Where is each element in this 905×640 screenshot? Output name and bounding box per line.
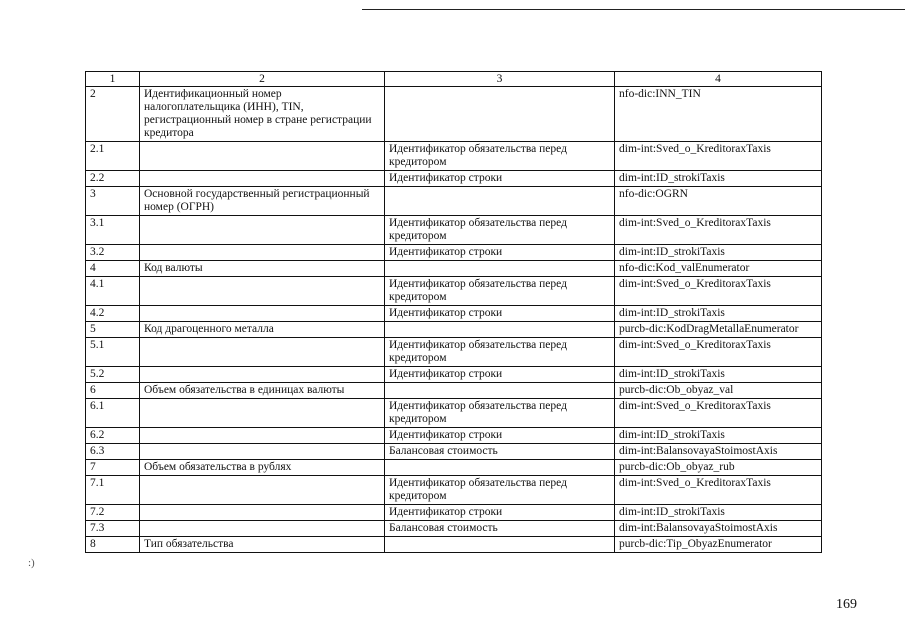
- row-code-cell: dim-int:Sved_o_KreditoraxTaxis: [615, 338, 822, 367]
- row-code-cell: nfo-dic:INN_TIN: [615, 87, 822, 142]
- row-description-cell: Идентификатор строки: [385, 306, 615, 322]
- header-col-2: 2: [140, 72, 385, 87]
- header-col-4: 4: [615, 72, 822, 87]
- row-name-cell: Объем обязательства в рублях: [140, 460, 385, 476]
- row-number-cell: 7.1: [86, 476, 140, 505]
- row-code-cell: dim-int:Sved_o_KreditoraxTaxis: [615, 216, 822, 245]
- margin-mark-2: :): [28, 557, 35, 569]
- row-number-cell: 2: [86, 87, 140, 142]
- row-code-cell: nfo-dic:OGRN: [615, 187, 822, 216]
- header-col-1: 1: [86, 72, 140, 87]
- taxonomy-table: [85, 71, 822, 553]
- table-row: [86, 277, 822, 306]
- table-row: [86, 306, 822, 322]
- row-number-cell: 8: [86, 537, 140, 553]
- row-number-cell: 7: [86, 460, 140, 476]
- table-row: [86, 537, 822, 553]
- row-code-cell: dim-int:BalansovayaStoimostAxis: [615, 521, 822, 537]
- row-name-cell: Код драгоценного металла: [140, 322, 385, 338]
- row-description-cell: Идентификатор обязательства перед кредитором: [385, 142, 615, 171]
- table-row: [86, 216, 822, 245]
- row-number-cell: 2.2: [86, 171, 140, 187]
- row-number-cell: 3: [86, 187, 140, 216]
- row-description-cell: Идентификатор строки: [385, 171, 615, 187]
- row-code-cell: purcb-dic:Tip_ObyazEnumerator: [615, 537, 822, 553]
- row-name-cell: [140, 521, 385, 537]
- row-code-cell: dim-int:Sved_o_KreditoraxTaxis: [615, 277, 822, 306]
- row-name-cell: [140, 338, 385, 367]
- table-row: [86, 521, 822, 537]
- table-row: [86, 87, 822, 142]
- row-description-cell: Идентификатор обязательства перед кредитором: [385, 216, 615, 245]
- row-number-cell: 6.2: [86, 428, 140, 444]
- row-name-cell: [140, 277, 385, 306]
- row-name-cell: [140, 216, 385, 245]
- row-code-cell: dim-int:ID_strokiTaxis: [615, 428, 822, 444]
- row-description-cell: Идентификатор строки: [385, 428, 615, 444]
- table-row: [86, 460, 822, 476]
- row-number-cell: 5.2: [86, 367, 140, 383]
- row-code-cell: dim-int:BalansovayaStoimostAxis: [615, 444, 822, 460]
- table-row: [86, 261, 822, 277]
- row-description-cell: [385, 383, 615, 399]
- row-number-cell: 4.1: [86, 277, 140, 306]
- row-description-cell: [385, 322, 615, 338]
- row-description-cell: Идентификатор строки: [385, 505, 615, 521]
- row-name-cell: Объем обязательства в единицах валюты: [140, 383, 385, 399]
- row-number-cell: 7.3: [86, 521, 140, 537]
- row-code-cell: dim-int:ID_strokiTaxis: [615, 367, 822, 383]
- top-rule: [362, 9, 905, 10]
- table-row: [86, 383, 822, 399]
- table-row: [86, 142, 822, 171]
- row-number-cell: 4: [86, 261, 140, 277]
- row-description-cell: Идентификатор обязательства перед кредитором: [385, 476, 615, 505]
- row-description-cell: [385, 187, 615, 216]
- row-code-cell: dim-int:ID_strokiTaxis: [615, 505, 822, 521]
- row-description-cell: Идентификатор строки: [385, 367, 615, 383]
- row-number-cell: 6: [86, 383, 140, 399]
- table-row: [86, 187, 822, 216]
- row-description-cell: Балансовая стоимость: [385, 521, 615, 537]
- row-name-cell: [140, 245, 385, 261]
- row-code-cell: dim-int:ID_strokiTaxis: [615, 171, 822, 187]
- table-body: [86, 87, 822, 553]
- row-name-cell: [140, 399, 385, 428]
- row-description-cell: [385, 460, 615, 476]
- row-code-cell: dim-int:Sved_o_KreditoraxTaxis: [615, 142, 822, 171]
- table-row: [86, 338, 822, 367]
- row-name-cell: [140, 142, 385, 171]
- row-number-cell: 6.1: [86, 399, 140, 428]
- margin-mark: [28, 558, 35, 568]
- row-code-cell: dim-int:ID_strokiTaxis: [615, 245, 822, 261]
- row-code-cell: purcb-dic:Ob_obyaz_val: [615, 383, 822, 399]
- row-code-cell: dim-int:Sved_o_KreditoraxTaxis: [615, 476, 822, 505]
- table-row: [86, 245, 822, 261]
- row-name-cell: [140, 367, 385, 383]
- row-description-cell: [385, 87, 615, 142]
- row-description-cell: Идентификатор обязательства перед кредитором: [385, 399, 615, 428]
- row-name-cell: Основной государственный регистрационный номер (ОГРН): [140, 187, 385, 216]
- row-code-cell: dim-int:Sved_o_KreditoraxTaxis: [615, 399, 822, 428]
- row-name-cell: Идентификационный номер налогоплательщика (ИНН), TIN, регистрационный номер в стране регистрации кредитора: [140, 87, 385, 142]
- table-row: [86, 399, 822, 428]
- row-name-cell: Код валюты: [140, 261, 385, 277]
- table-row: [86, 428, 822, 444]
- page-number: 169: [836, 597, 857, 612]
- document-page: [85, 71, 821, 553]
- row-name-cell: [140, 306, 385, 322]
- table-row: [86, 367, 822, 383]
- row-description-cell: Идентификатор строки: [385, 245, 615, 261]
- row-description-cell: [385, 537, 615, 553]
- row-code-cell: purcb-dic:KodDragMetallaEnumerator: [615, 322, 822, 338]
- row-name-cell: Тип обязательства: [140, 537, 385, 553]
- row-number-cell: 6.3: [86, 444, 140, 460]
- table-row: [86, 171, 822, 187]
- table-row: [86, 505, 822, 521]
- row-name-cell: [140, 505, 385, 521]
- row-code-cell: nfo-dic:Kod_valEnumerator: [615, 261, 822, 277]
- row-description-cell: Идентификатор обязательства перед кредитором: [385, 338, 615, 367]
- row-number-cell: 3.1: [86, 216, 140, 245]
- row-code-cell: purcb-dic:Ob_obyaz_rub: [615, 460, 822, 476]
- row-number-cell: 3.2: [86, 245, 140, 261]
- row-description-cell: Балансовая стоимость: [385, 444, 615, 460]
- row-description-cell: Идентификатор обязательства перед кредитором: [385, 277, 615, 306]
- row-number-cell: 4.2: [86, 306, 140, 322]
- row-name-cell: [140, 171, 385, 187]
- row-description-cell: [385, 261, 615, 277]
- row-name-cell: [140, 444, 385, 460]
- header-col-3: 3: [385, 72, 615, 87]
- table-row: [86, 322, 822, 338]
- row-number-cell: 7.2: [86, 505, 140, 521]
- row-number-cell: 5.1: [86, 338, 140, 367]
- row-code-cell: dim-int:ID_strokiTaxis: [615, 306, 822, 322]
- row-name-cell: [140, 476, 385, 505]
- table-header-row: [86, 72, 822, 87]
- table-row: [86, 476, 822, 505]
- row-number-cell: 5: [86, 322, 140, 338]
- row-name-cell: [140, 428, 385, 444]
- row-number-cell: 2.1: [86, 142, 140, 171]
- table-row: [86, 444, 822, 460]
